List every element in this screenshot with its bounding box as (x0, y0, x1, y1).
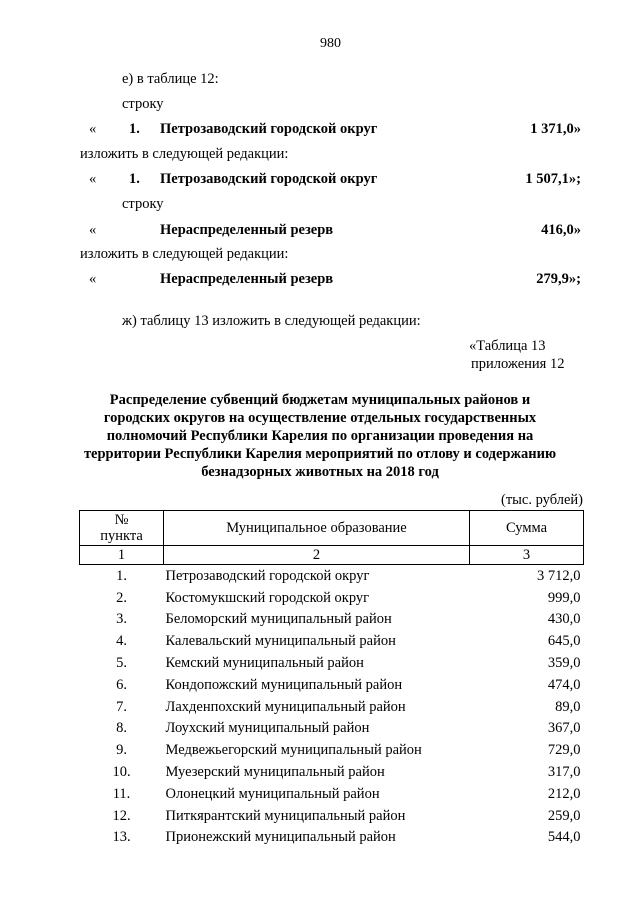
column-number-row (80, 546, 584, 565)
row-name: Калевальский муниципальный район (165, 633, 396, 650)
header-name: Муниципальное образование (164, 511, 470, 546)
table-row (80, 674, 584, 696)
row-num: 8. (116, 720, 127, 737)
amendment-e-intro: е) в таблице 12: (122, 71, 219, 87)
row-num: 2. (116, 589, 127, 606)
table-row (80, 761, 584, 783)
header-sum: Сумма (470, 511, 584, 546)
row-sum: 474,0 (547, 676, 581, 693)
replace-phrase: изложить в следующей редакции: (80, 246, 289, 262)
row-sum: 999,0 (547, 589, 581, 606)
row-sum: 89,0 (555, 698, 581, 715)
row-name: Олонецкий муниципальный район (165, 785, 380, 802)
row-num: 4. (116, 633, 127, 650)
header-num-line2: пункта (100, 528, 143, 544)
col-number: 2 (164, 546, 470, 565)
row-num: 3. (116, 611, 127, 628)
row-sum: 729,0 (547, 742, 581, 759)
title-line: Распределение субвенций бюджетам муниципальных районов и (109, 392, 531, 408)
row-num: 10. (112, 764, 131, 781)
table-header-row (80, 511, 584, 546)
table-row (80, 630, 584, 652)
row-sum: 645,0 (547, 633, 581, 650)
units-label: (тыс. рублей) (501, 492, 583, 508)
row-name: Костомукшский городской округ (165, 589, 370, 606)
table-caption-line1: «Таблица 13 (469, 338, 546, 354)
row-name: Медвежьегорский муниципальный район (165, 742, 422, 759)
row-num: 12. (112, 807, 131, 824)
table-row (80, 783, 584, 805)
row-name: Прионежский муниципальный район (165, 829, 396, 846)
table-row (80, 696, 584, 718)
row-sum: 430,0 (547, 611, 581, 628)
row-name: Лахденпохский муниципальный район (165, 698, 406, 715)
table-row (80, 565, 584, 587)
row-num: 11. (112, 785, 131, 802)
row-num: 6. (116, 676, 127, 693)
amendment-e-word-row-1: строку (122, 96, 164, 112)
row-num: 13. (112, 829, 131, 846)
row-name: Петрозаводский городской округ (160, 171, 378, 187)
row-value: 1 507,1»; (525, 171, 581, 187)
table-row (80, 827, 584, 849)
quote-mark: « (89, 121, 97, 137)
row-num: 9. (116, 742, 127, 759)
title-line: территории Республики Карелия мероприятий по отлову и содержанию (83, 446, 557, 462)
row-sum: 317,0 (547, 764, 581, 781)
header-num (80, 511, 164, 546)
table-title (80, 391, 560, 481)
row-sum: 359,0 (547, 655, 581, 672)
header-num-line1: № (114, 512, 129, 528)
replace-phrase: изложить в следующей редакции: (80, 146, 289, 162)
row-num: 5. (116, 655, 127, 672)
row-sum: 3 712,0 (537, 567, 581, 584)
row-name: Петрозаводский городской округ (165, 567, 370, 584)
table-row (80, 718, 584, 740)
quote-mark: « (89, 171, 97, 187)
row-name: Нераспределенный резерв (160, 271, 334, 287)
row-number: 1. (129, 121, 140, 137)
row-name: Питкярантский муниципальный район (165, 807, 406, 824)
table-row (80, 652, 584, 674)
row-name: Петрозаводский городской округ (160, 121, 378, 137)
subvention-table (79, 510, 584, 848)
row-sum: 259,0 (547, 807, 581, 824)
row-name: Муезерский муниципальный район (165, 764, 385, 781)
row-value: 416,0» (541, 222, 581, 238)
row-num: 1. (116, 567, 127, 584)
title-line: городских округов на осуществление отдельных государственных (103, 410, 537, 426)
table-row (80, 587, 584, 609)
row-num: 7. (116, 698, 127, 715)
title-line: безнадзорных животных на 2018 год (201, 464, 439, 480)
col-number: 1 (80, 546, 164, 565)
row-sum: 212,0 (547, 785, 581, 802)
row-sum: 544,0 (547, 829, 581, 846)
row-value: 279,9»; (536, 271, 581, 287)
row-number: 1. (129, 171, 140, 187)
amendment-e-word-row-2: строку (122, 196, 164, 212)
row-value: 1 371,0» (530, 121, 581, 137)
amendment-zh: ж) таблицу 13 изложить в следующей редакции: (122, 313, 421, 329)
page-number: 980 (320, 36, 341, 51)
row-name: Нераспределенный резерв (160, 222, 334, 238)
row-name: Кемский муниципальный район (165, 655, 364, 672)
table-row (80, 739, 584, 761)
row-name: Беломорский муниципальный район (165, 611, 392, 628)
table-caption-line2: приложения 12 (471, 356, 565, 372)
table-row (80, 805, 584, 827)
table-row (80, 609, 584, 631)
quote-mark: « (89, 271, 97, 287)
row-sum: 367,0 (547, 720, 581, 737)
quote-mark: « (89, 222, 97, 238)
title-line: полномочий Республики Карелия по организации проведения на (106, 428, 534, 444)
row-name: Кондопожский муниципальный район (165, 676, 403, 693)
col-number: 3 (470, 546, 584, 565)
row-name: Лоухский муниципальный район (165, 720, 370, 737)
